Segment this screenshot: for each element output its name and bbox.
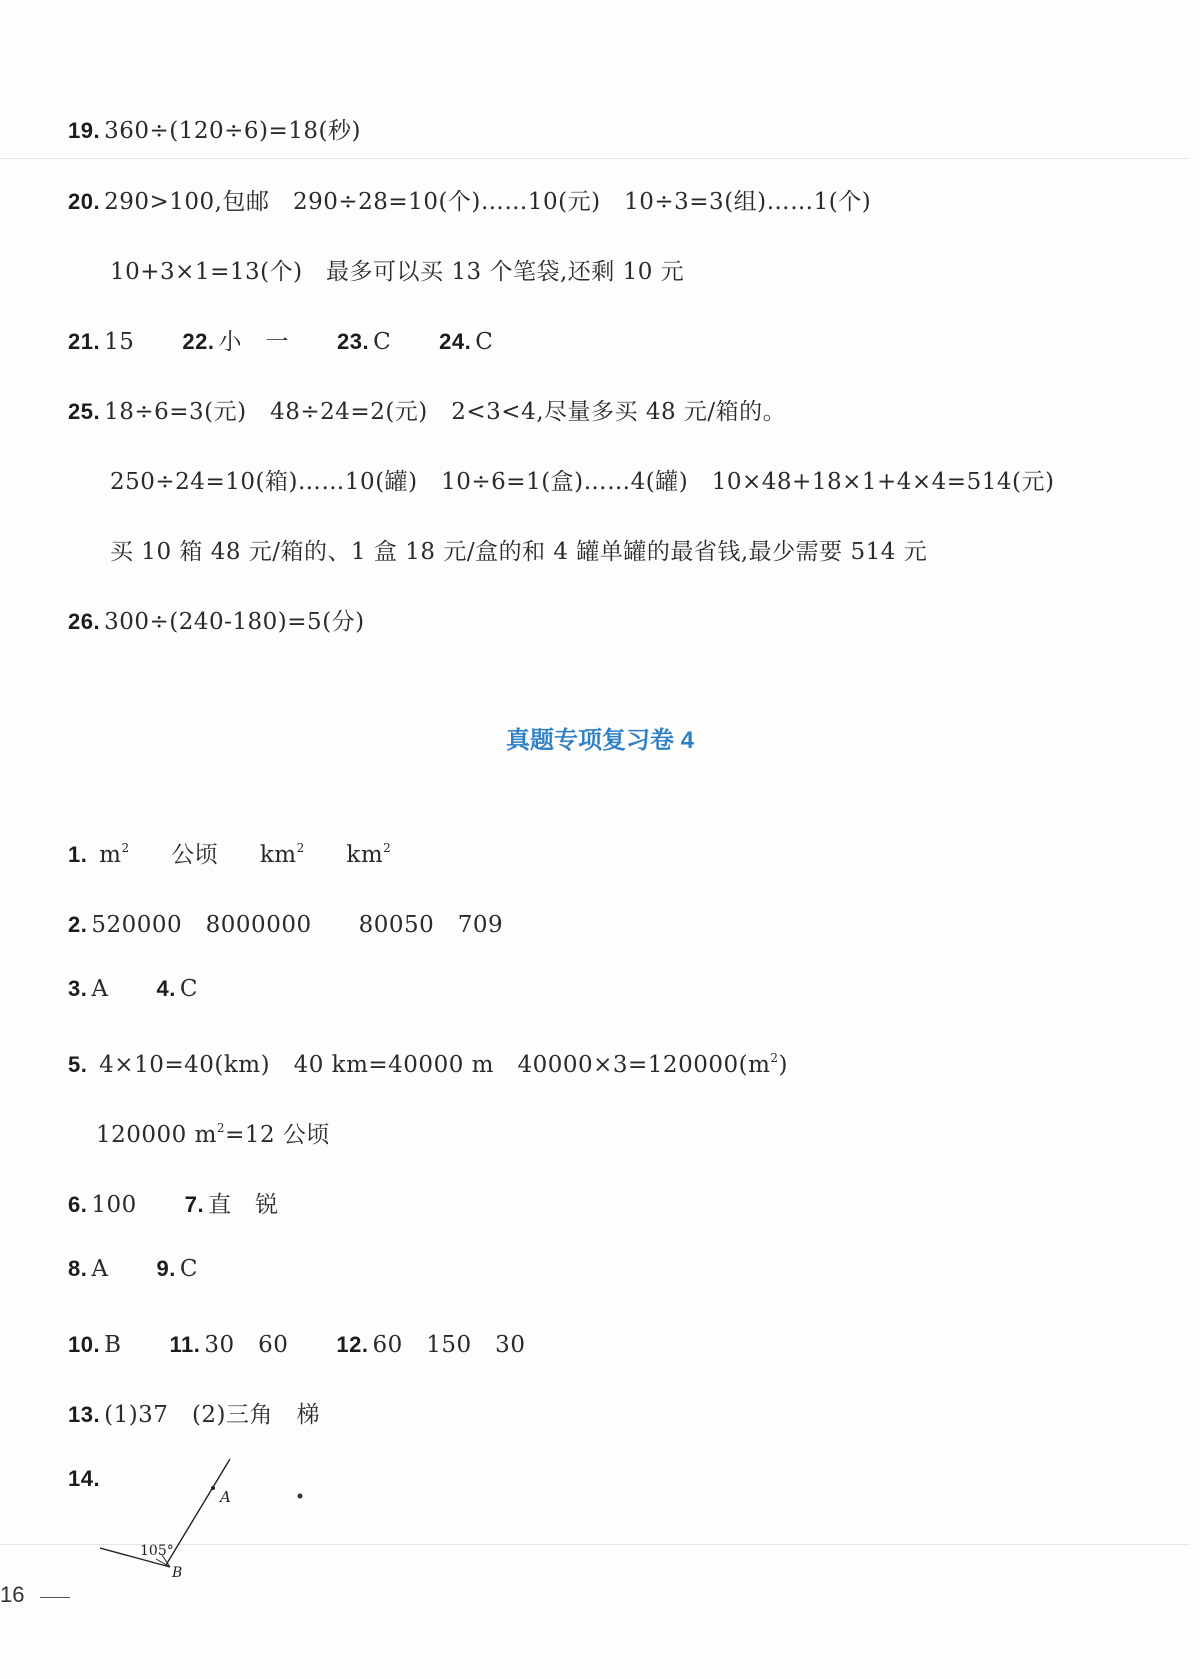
question-number: 10. <box>68 1332 101 1357</box>
ink-dot-shape <box>298 1494 303 1499</box>
question-number: 25. <box>68 399 101 424</box>
answer-item <box>110 463 1054 496</box>
answer-item <box>68 603 365 636</box>
section-title: 真题专项复习卷 4 <box>505 727 694 754</box>
answer-line-p8-9 <box>68 1256 198 1282</box>
question-number: 19. <box>68 118 101 143</box>
answer-text: C <box>179 976 198 1002</box>
answer-item <box>68 1332 122 1358</box>
question-number: 1. <box>68 842 88 867</box>
question-number: 14. <box>68 1466 101 1491</box>
scan-rule <box>0 158 1190 159</box>
ray-line <box>166 1459 230 1565</box>
answer-line-q25c <box>110 533 927 566</box>
ink-dot <box>296 1492 304 1500</box>
answer-text: A <box>91 1256 109 1282</box>
answer-line-q5b <box>96 1116 330 1149</box>
answer-text: $km^2$ <box>346 841 392 868</box>
question-number: 3. <box>68 976 88 1001</box>
answer-item <box>110 533 927 566</box>
question-number: 21. <box>68 329 101 354</box>
page-number: 16 <box>0 1582 25 1607</box>
question-number: 5. <box>68 1052 88 1077</box>
question-number: 13. <box>68 1402 101 1427</box>
point-a-dot <box>211 1486 215 1490</box>
answer-item <box>156 1256 197 1282</box>
answer-item <box>170 1326 289 1359</box>
answer-line-p6-7 <box>68 1186 279 1219</box>
answer-text: 15 <box>104 329 135 355</box>
question-number: 12. <box>336 1332 369 1357</box>
question-number: 6. <box>68 1192 88 1217</box>
answer-line-p14 <box>68 1466 104 1492</box>
answer-text: 30 60 <box>204 1332 289 1358</box>
answer-text: 100 <box>91 1192 137 1218</box>
question-number: 9. <box>156 1256 176 1281</box>
answer-item <box>156 976 197 1002</box>
answer-item <box>68 1466 104 1492</box>
answer-line-q5 <box>68 1046 788 1079</box>
answer-text: $m^2$ <box>99 841 130 868</box>
answer-item <box>68 183 871 216</box>
answer-line-q1 <box>68 836 391 869</box>
answer-text: 300÷(240-180)=5(分) <box>104 609 365 635</box>
answer-text: (1)37 (2)三角 梯 <box>104 1402 321 1428</box>
answer-item <box>68 976 108 1002</box>
answer-text: 小 一 <box>218 329 289 355</box>
question-number: 7. <box>184 1192 205 1217</box>
answer-text: C <box>475 329 494 355</box>
question-number: 24. <box>439 329 472 354</box>
answer-line-q19 <box>68 112 361 145</box>
answer-line-p2 <box>68 906 503 939</box>
answer-item <box>68 906 503 939</box>
answer-item <box>68 393 786 426</box>
answer-text: 公顷 <box>171 842 219 868</box>
question-number: 11. <box>169 1332 201 1357</box>
answer-text: A <box>91 976 109 1002</box>
answer-item <box>110 253 684 286</box>
answer-line-p10-12 <box>68 1326 525 1359</box>
answer-item <box>68 1256 108 1282</box>
angle-label: 105° <box>140 1543 174 1559</box>
answer-item <box>68 112 361 145</box>
answer-text: 120000 $m^2=12$ 公顷 <box>96 1121 330 1148</box>
answer-item <box>185 1186 279 1219</box>
angle-diagram <box>100 1455 240 1585</box>
answer-text: $km^2$ <box>259 841 305 868</box>
answer-text: C <box>373 329 392 355</box>
question-number: 2. <box>68 912 88 937</box>
answer-line-p3-4 <box>68 976 198 1002</box>
answer-item <box>182 323 289 356</box>
question-number: 20. <box>68 189 101 214</box>
point-a-label: A <box>220 1488 231 1506</box>
answer-line-q20b <box>110 253 684 286</box>
answer-line-q26 <box>68 603 365 636</box>
answer-line-q25a <box>68 393 786 426</box>
answer-item <box>68 1192 137 1218</box>
answer-item <box>337 329 391 355</box>
question-number: 8. <box>68 1256 88 1281</box>
answer-item <box>439 329 493 355</box>
answer-item <box>336 1326 525 1359</box>
answer-text: 360÷(120÷6)=18(秒) <box>104 118 362 144</box>
question-number: 23. <box>336 329 370 354</box>
answer-text: 10+3×1=13(个) 最多可以买 13 个笔袋,还剩 10 元 <box>110 259 685 285</box>
answer-item <box>68 329 134 355</box>
answer-text: 4×10=40(km) 40 km=40000 m $40000\times 3=120000(m^2)$ <box>99 1051 789 1078</box>
answer-text: 250÷24=10(箱)……10(罐) 10÷6=1(盒)……4(罐) 10×48+18×1+4×4=514(元) <box>110 469 1055 495</box>
point-b-label: B <box>172 1565 183 1581</box>
answer-text: 60 150 30 <box>372 1332 526 1358</box>
answer-text: 18÷6=3(元) 48÷24=2(元) 2<3<4,尽量多买 48 元/箱的。 <box>104 399 787 425</box>
question-number: 26. <box>68 609 101 634</box>
answer-text: B <box>104 1332 122 1358</box>
answer-text: 520000 8000000 80050 709 <box>91 912 504 938</box>
answer-line-p13 <box>68 1396 320 1429</box>
answer-item <box>68 1396 320 1429</box>
answer-text: 290>100,包邮 290÷28=10(个)……10(元) 10÷3=3(组)……1(个) <box>104 189 872 215</box>
question-number: 22. <box>182 329 215 354</box>
question-number: 4. <box>156 976 176 1001</box>
answer-text: 买 10 箱 48 元/箱的、1 盒 18 元/盒的和 4 罐单罐的最省钱,最少需要 514 元 <box>110 539 928 565</box>
answer-line-q25b <box>110 463 1054 496</box>
answer-line-q20a <box>68 183 871 216</box>
answer-text: 直 锐 <box>208 1192 279 1218</box>
answer-line-q21-24 <box>68 323 493 356</box>
answer-text: C <box>179 1256 198 1282</box>
footer-rule <box>40 1597 70 1598</box>
